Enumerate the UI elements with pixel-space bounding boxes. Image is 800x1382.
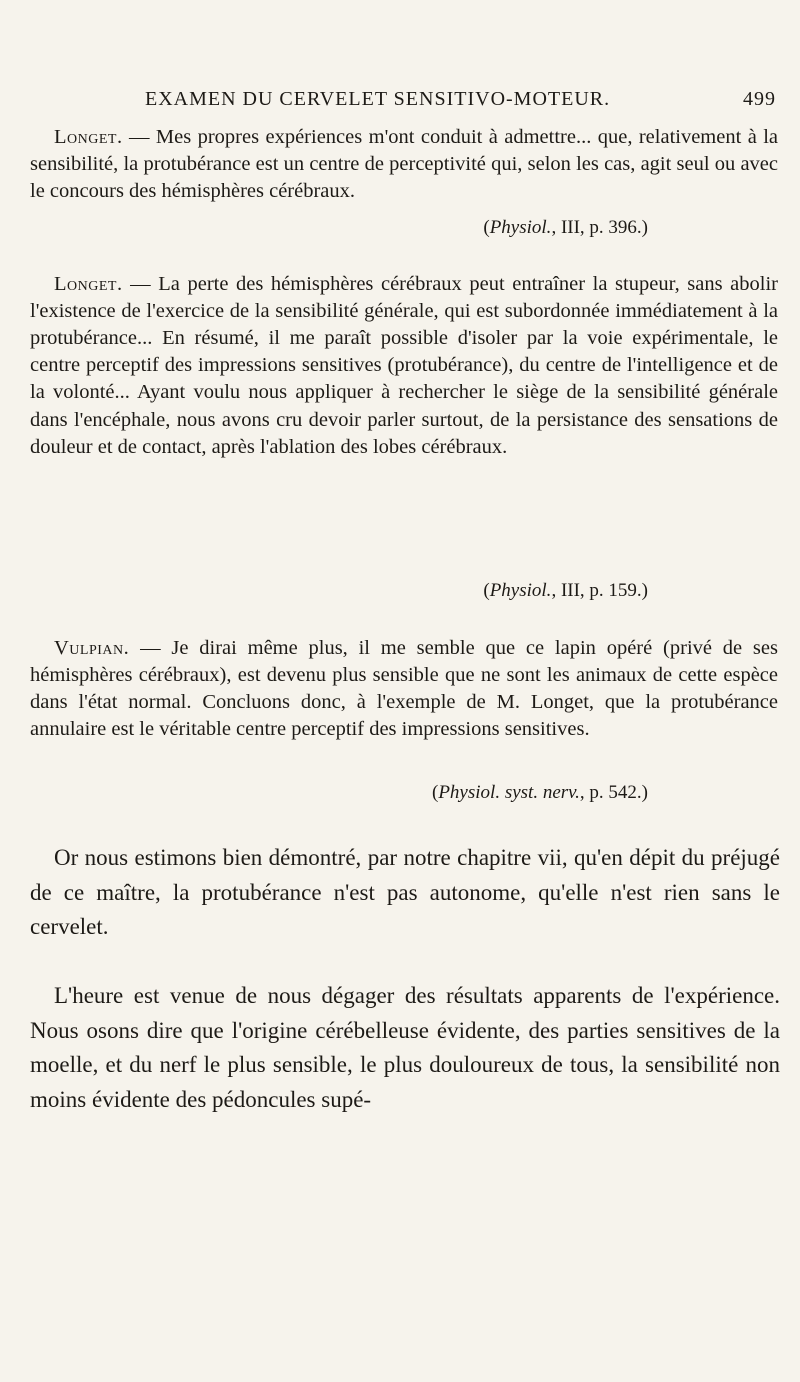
- reference-work: Physiol.: [489, 580, 552, 601]
- page-number: 499: [743, 88, 776, 110]
- quote-author: Vulpian.: [54, 636, 130, 659]
- quote-author: Longet.: [54, 272, 123, 295]
- quote-reference: (Physiol., III, p. 159.): [483, 580, 648, 601]
- book-page: [30, 0, 778, 1382]
- quote-longet-2: [30, 271, 778, 461]
- quote-vulpian: [30, 635, 778, 744]
- body-paragraph: L'heure est venue de nous dégager des résultats apparents de l'expérience. Nous osons dire que l'origine cérébelleuse évidente, des parties sensitives de la moelle, et du nerf le plus sensible, le plus douloureux de tous, la sensibilité non moins évidente des pédoncules supé-: [30, 983, 780, 1113]
- quote-text: — Je dirai même plus, il me semble que ce lapin opéré (privé de ses hémisphères cérébraux), est devenu plus sensible que ne sont les animaux de cette espèce dans l'état normal. Concluons donc, à l'exemple de M. Longet, que la protubérance annulaire est le véritable centre perceptif des impressions sensitives.: [30, 636, 778, 741]
- quote-longet-1: [30, 124, 778, 206]
- quote-text: — La perte des hémisphères cérébraux peut entraîner la stupeur, sans abolir l'existence de l'exercice de la sensibilité générale, qui est subordonnée immédiatement à la protubérance... En résumé, il me paraît possible d'isoler par la voie expérimentale, le centre perceptif des impressions sensitives (protubérance), du centre de l'intelligence et de la volonté... Ayant voulu nous appliquer à rechercher le siège de la sensibilité générale dans l'encéphale, nous avons cru devoir parler surtout, de la persistance des sensations de douleur et de contact, après l'ablation des lobes cérébraux.: [30, 272, 778, 458]
- running-title: EXAMEN DU CERVELET SENSITIVO-MOTEUR.: [145, 88, 611, 110]
- reference-work: Physiol. syst. nerv.: [438, 782, 580, 803]
- body-paragraph: Or nous estimons bien démontré, par notre chapitre vii, qu'en dépit du préjugé de ce maître, la protubérance n'est pas autonome, qu'elle n'est rien sans le cervelet.: [30, 845, 780, 940]
- quote-reference: (Physiol., III, p. 396.): [483, 217, 648, 238]
- reference-work: Physiol.: [489, 217, 552, 238]
- quote-reference: (Physiol. syst. nerv., p. 542.): [432, 782, 648, 803]
- quote-text: — Mes propres expériences m'ont conduit à admettre... que, relativement à la sensibilité, la protubérance est un centre de perceptivité qui, selon les cas, agit seul ou avec le concours des hémisphères cérébraux.: [30, 125, 778, 202]
- running-head: [30, 88, 778, 114]
- quote-author: Longet.: [54, 125, 123, 148]
